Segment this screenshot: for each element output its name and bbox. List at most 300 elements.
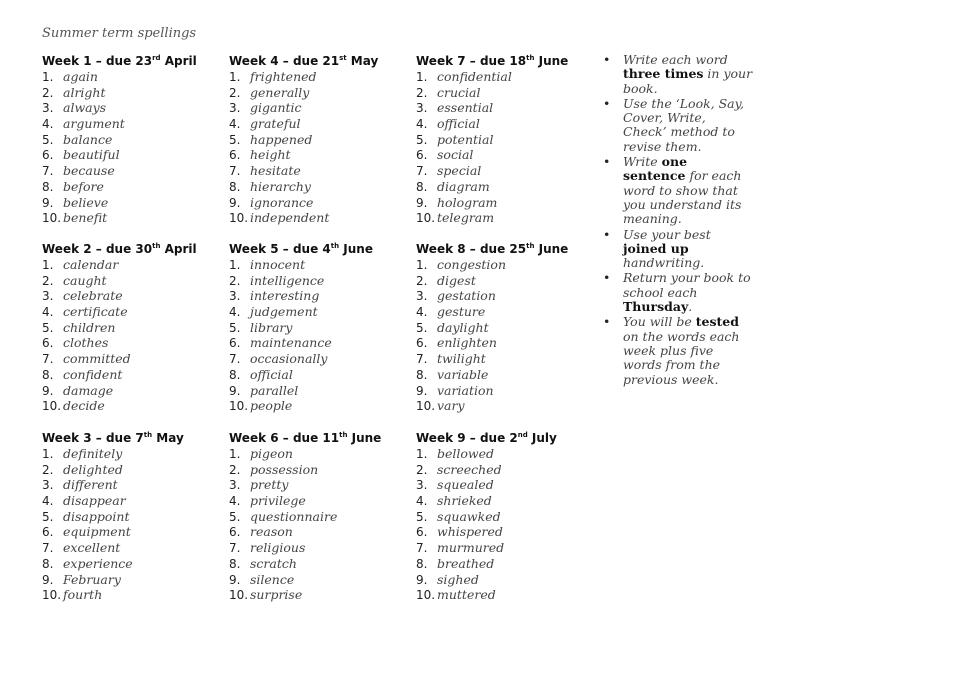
list-item <box>416 572 596 588</box>
week-heading-month: May <box>346 54 379 68</box>
list-item <box>416 210 596 226</box>
item-number: 9. <box>42 195 54 210</box>
spelling-word: because <box>63 163 115 179</box>
week-heading-month: June <box>534 242 569 256</box>
list-item <box>42 195 222 211</box>
spelling-word: excellent <box>63 540 121 556</box>
list-item <box>42 477 222 493</box>
spelling-word: confident <box>63 366 123 382</box>
item-number: 7. <box>229 164 241 179</box>
week-heading-text: Week 8 – due 25 <box>416 242 527 256</box>
week-6-block <box>229 430 409 603</box>
item-number: 1. <box>229 70 241 84</box>
list-item <box>416 85 596 101</box>
list-item <box>42 367 222 383</box>
instruction-text: You will be <box>623 314 696 330</box>
instruction-text: Use your best <box>623 226 711 242</box>
item-number: 10. <box>416 399 436 414</box>
list-item <box>42 351 222 367</box>
item-number: 10. <box>42 211 62 226</box>
list-item <box>42 493 222 509</box>
spelling-word: surprise <box>250 587 303 603</box>
week-heading-month: July <box>527 431 557 445</box>
spelling-word: alright <box>63 84 106 100</box>
instruction-text: handwriting. <box>623 255 705 271</box>
list-item <box>42 462 222 478</box>
week-8-block <box>416 241 596 414</box>
spelling-word: benefit <box>63 210 108 226</box>
item-number: 7. <box>416 352 428 367</box>
week-heading-month: June <box>339 242 373 256</box>
list-item <box>42 540 222 556</box>
list-item <box>42 69 222 85</box>
item-number: 10. <box>42 399 62 414</box>
spelling-word: social <box>437 147 474 163</box>
spelling-word: privilege <box>250 493 306 509</box>
spelling-word: before <box>63 178 104 194</box>
list-item <box>229 383 409 399</box>
item-number: 9. <box>42 572 54 587</box>
item-number: 8. <box>42 179 54 194</box>
list-item <box>42 335 222 351</box>
item-number: 10. <box>229 211 249 226</box>
list-item <box>416 335 596 351</box>
spelling-word: argument <box>63 116 125 132</box>
spelling-word: shrieked <box>437 493 492 509</box>
week-1-block <box>42 53 222 226</box>
spelling-word: vary <box>437 398 465 414</box>
item-number: 8. <box>42 556 54 571</box>
instruction-item <box>603 155 753 226</box>
list-item <box>229 69 409 85</box>
spelling-word: murmured <box>437 540 505 556</box>
list-item <box>42 273 222 289</box>
item-number: 2. <box>42 462 54 477</box>
spelling-word: damage <box>63 382 114 398</box>
list-item <box>229 210 409 226</box>
list-item <box>229 320 409 336</box>
item-number: 7. <box>229 541 241 556</box>
spelling-word: frightened <box>250 69 317 84</box>
spelling-word: official <box>250 366 293 382</box>
item-number: 5. <box>42 132 54 147</box>
spelling-word: twilight <box>437 351 486 367</box>
word-list <box>416 69 596 226</box>
list-item <box>42 398 222 414</box>
spelling-word: balance <box>63 131 113 147</box>
list-item <box>229 147 409 163</box>
item-number: 5. <box>229 320 241 335</box>
item-number: 10. <box>416 588 436 603</box>
word-list <box>416 446 596 603</box>
spelling-word: maintenance <box>250 335 332 351</box>
item-number: 7. <box>416 164 428 179</box>
spelling-word: fourth <box>63 587 103 603</box>
item-number: 1. <box>416 70 428 84</box>
instruction-item <box>603 228 753 271</box>
word-list <box>42 446 222 603</box>
list-item <box>416 116 596 132</box>
item-number: 3. <box>229 101 241 116</box>
spelling-word: variable <box>437 366 489 382</box>
list-item <box>416 132 596 148</box>
spelling-word: believe <box>63 194 109 210</box>
week-heading-ordinal: nd <box>517 431 528 439</box>
list-item <box>416 69 596 85</box>
item-number: 2. <box>229 85 241 100</box>
list-item <box>229 462 409 478</box>
week-heading-ordinal: th <box>330 242 340 250</box>
item-number: 5. <box>229 132 241 147</box>
list-item <box>229 524 409 540</box>
spelling-word: squawked <box>437 508 501 524</box>
item-number: 1. <box>42 258 54 272</box>
list-item <box>416 383 596 399</box>
word-list <box>229 257 409 414</box>
item-number: 3. <box>42 478 54 493</box>
list-item <box>416 462 596 478</box>
spelling-word: digest <box>437 272 476 288</box>
week-heading-text: Week 1 – due 23 <box>42 54 153 68</box>
spelling-word: different <box>63 477 118 493</box>
spelling-word: enlighten <box>437 335 497 351</box>
list-item <box>229 398 409 414</box>
item-number: 7. <box>229 352 241 367</box>
list-item <box>42 210 222 226</box>
spelling-word: whispered <box>437 524 503 540</box>
list-item <box>229 335 409 351</box>
list-item <box>416 540 596 556</box>
week-heading-ordinal: th <box>339 431 348 439</box>
spelling-word: interesting <box>250 288 320 304</box>
list-item <box>42 132 222 148</box>
item-number: 3. <box>229 478 241 493</box>
spelling-word: parallel <box>250 382 299 398</box>
list-item <box>229 132 409 148</box>
list-item <box>229 304 409 320</box>
item-number: 5. <box>42 320 54 335</box>
item-number: 9. <box>229 195 241 210</box>
list-item <box>416 179 596 195</box>
list-item <box>42 257 222 273</box>
item-number: 8. <box>42 367 54 382</box>
item-number: 4. <box>416 494 428 509</box>
week-heading-ordinal: th <box>526 54 535 62</box>
week-7-block <box>416 53 596 226</box>
list-item <box>416 257 596 273</box>
list-item <box>229 446 409 462</box>
spelling-word: people <box>250 398 293 414</box>
list-item <box>42 116 222 132</box>
spelling-word: happened <box>250 131 313 147</box>
instruction-emphasis: one sentence <box>623 154 688 184</box>
item-number: 2. <box>416 85 428 100</box>
item-number: 4. <box>229 494 241 509</box>
instruction-text: in your book. <box>623 66 753 96</box>
week-heading <box>229 53 409 69</box>
week-heading <box>229 430 409 446</box>
spelling-word: bellowed <box>437 446 495 461</box>
list-item <box>42 100 222 116</box>
list-item <box>229 163 409 179</box>
instruction-text: Write <box>623 154 662 170</box>
spelling-word: library <box>250 319 293 335</box>
spelling-word: confidential <box>437 69 512 84</box>
spelling-word: pigeon <box>250 446 293 461</box>
spelling-word: telegram <box>437 210 495 226</box>
week-3-block <box>42 430 222 603</box>
week-heading-month: April <box>160 54 197 68</box>
list-item <box>416 288 596 304</box>
week-heading <box>229 241 409 257</box>
item-number: 3. <box>42 289 54 304</box>
list-item <box>229 116 409 132</box>
item-number: 7. <box>416 541 428 556</box>
spelling-word: height <box>250 147 291 163</box>
spelling-word: congestion <box>437 257 506 272</box>
item-number: 2. <box>42 273 54 288</box>
item-number: 8. <box>416 556 428 571</box>
list-item <box>229 587 409 603</box>
list-item <box>42 587 222 603</box>
item-number: 3. <box>416 478 428 493</box>
list-item <box>42 147 222 163</box>
item-number: 4. <box>42 494 54 509</box>
week-heading <box>42 53 222 69</box>
item-number: 3. <box>416 289 428 304</box>
spelling-word: reason <box>250 524 293 540</box>
spelling-word: intelligence <box>250 272 325 288</box>
spelling-word: squealed <box>437 477 494 493</box>
spelling-word: always <box>63 100 107 116</box>
spelling-word: special <box>437 163 482 179</box>
week-heading-text: Week 7 – due 18 <box>416 54 527 68</box>
spelling-word: disappear <box>63 493 126 509</box>
list-item <box>416 195 596 211</box>
item-number: 1. <box>416 258 428 272</box>
spelling-word: delighted <box>63 461 123 477</box>
spelling-word: children <box>63 319 116 335</box>
item-number: 4. <box>416 305 428 320</box>
instructions-list <box>603 53 753 388</box>
instruction-item <box>603 97 753 154</box>
item-number: 1. <box>416 447 428 461</box>
week-heading-ordinal: th <box>143 431 153 439</box>
week-heading-text: Week 4 – due 21 <box>229 54 340 68</box>
list-item <box>416 446 596 462</box>
spelling-word: essential <box>437 100 494 116</box>
spelling-word: beautiful <box>63 147 120 163</box>
spelling-word: variation <box>437 382 494 398</box>
list-item <box>416 273 596 289</box>
word-list <box>42 69 222 226</box>
spelling-word: possession <box>250 461 319 477</box>
spelling-word: hesitate <box>250 163 301 179</box>
item-number: 1. <box>42 70 54 84</box>
list-item <box>42 163 222 179</box>
list-item <box>229 477 409 493</box>
list-item <box>42 524 222 540</box>
spelling-word: generally <box>250 84 310 100</box>
list-item <box>229 367 409 383</box>
item-number: 6. <box>416 148 428 163</box>
list-item <box>416 556 596 572</box>
item-number: 9. <box>416 383 428 398</box>
item-number: 6. <box>229 336 241 351</box>
item-number: 6. <box>42 525 54 540</box>
week-heading-ordinal: th <box>526 242 535 250</box>
spelling-word: experience <box>63 555 133 571</box>
list-item <box>416 493 596 509</box>
instruction-item <box>603 271 753 314</box>
spelling-word: religious <box>250 540 306 556</box>
spelling-word: independent <box>250 210 330 226</box>
spelling-word: silence <box>250 571 295 587</box>
spelling-word: calendar <box>63 257 119 272</box>
item-number: 1. <box>229 447 241 461</box>
spelling-word: occasionally <box>250 351 328 367</box>
item-number: 3. <box>229 289 241 304</box>
item-number: 9. <box>229 383 241 398</box>
item-number: 8. <box>229 556 241 571</box>
spelling-word: gigantic <box>250 100 302 116</box>
word-list <box>416 257 596 414</box>
list-item <box>229 100 409 116</box>
item-number: 10. <box>42 588 62 603</box>
week-heading-month: April <box>160 242 197 256</box>
spelling-word: potential <box>437 131 494 147</box>
word-list <box>42 257 222 414</box>
list-item <box>416 100 596 116</box>
list-item <box>416 509 596 525</box>
week-heading-ordinal: rd <box>152 54 161 62</box>
spelling-word: decide <box>63 398 105 414</box>
item-number: 1. <box>229 258 241 272</box>
item-number: 6. <box>229 525 241 540</box>
spelling-word: celebrate <box>63 288 123 304</box>
item-number: 4. <box>229 305 241 320</box>
list-item <box>416 163 596 179</box>
week-heading <box>42 430 222 446</box>
week-5-block <box>229 241 409 414</box>
item-number: 7. <box>42 352 54 367</box>
spelling-word: again <box>63 69 98 84</box>
spelling-word: definitely <box>63 446 123 461</box>
list-item <box>416 351 596 367</box>
list-item <box>229 273 409 289</box>
week-heading-text: Week 6 – due 11 <box>229 431 340 445</box>
list-item <box>416 524 596 540</box>
list-item <box>229 257 409 273</box>
list-item <box>416 367 596 383</box>
item-number: 7. <box>42 541 54 556</box>
week-heading-text: Week 9 – due 2 <box>416 431 518 445</box>
word-list <box>229 69 409 226</box>
item-number: 9. <box>416 572 428 587</box>
item-number: 3. <box>416 101 428 116</box>
item-number: 5. <box>229 509 241 524</box>
week-heading-month: June <box>534 54 569 68</box>
list-item <box>229 572 409 588</box>
spelling-word: hierarchy <box>250 178 311 194</box>
item-number: 9. <box>229 572 241 587</box>
spelling-word: gesture <box>437 304 486 320</box>
spelling-word: certificate <box>63 304 128 320</box>
item-number: 6. <box>416 525 428 540</box>
spelling-word: scratch <box>250 555 297 571</box>
item-number: 1. <box>42 447 54 461</box>
item-number: 6. <box>42 336 54 351</box>
spelling-word: pretty <box>250 477 289 493</box>
instruction-emphasis: tested <box>695 314 739 330</box>
list-item <box>229 195 409 211</box>
spelling-word: clothes <box>63 335 109 351</box>
instruction-text: Return your book to school each <box>623 270 751 300</box>
instruction-text: for each word to show that you understand its meaning. <box>623 168 742 227</box>
item-number: 9. <box>42 383 54 398</box>
item-number: 7. <box>42 164 54 179</box>
spelling-word: grateful <box>250 116 301 132</box>
spelling-word: screeched <box>437 461 502 477</box>
item-number: 10. <box>229 588 249 603</box>
list-item <box>42 304 222 320</box>
item-number: 2. <box>416 273 428 288</box>
spelling-word: innocent <box>250 257 306 272</box>
item-number: 6. <box>42 148 54 163</box>
instruction-emphasis: three times <box>623 66 704 82</box>
list-item <box>416 587 596 603</box>
spelling-word: diagram <box>437 178 490 194</box>
list-item <box>229 85 409 101</box>
list-item <box>42 446 222 462</box>
list-item <box>42 320 222 336</box>
item-number: 10. <box>416 211 436 226</box>
week-heading-ordinal: st <box>339 54 347 62</box>
week-heading-month: June <box>347 431 382 445</box>
list-item <box>42 179 222 195</box>
instruction-emphasis: Thursday <box>623 299 689 315</box>
instruction-text: on the words each week plus five words from the previous week. <box>623 328 740 387</box>
list-item <box>229 351 409 367</box>
list-item <box>229 493 409 509</box>
week-heading-text: Week 5 – due 4 <box>229 242 331 256</box>
instruction-item <box>603 315 753 386</box>
item-number: 4. <box>42 117 54 132</box>
spelling-word: gestation <box>437 288 496 304</box>
item-number: 8. <box>229 179 241 194</box>
list-item <box>229 556 409 572</box>
item-number: 5. <box>416 509 428 524</box>
item-number: 4. <box>416 117 428 132</box>
instruction-text: Use the ‘Look, Say, Cover, Write, Check’ method to revise them. <box>623 95 745 154</box>
list-item <box>416 304 596 320</box>
list-item <box>416 398 596 414</box>
item-number: 4. <box>229 117 241 132</box>
item-number: 2. <box>229 273 241 288</box>
spelling-word: daylight <box>437 319 489 335</box>
list-item <box>42 572 222 588</box>
page-title: Summer term spellings <box>42 26 197 41</box>
week-4-block <box>229 53 409 226</box>
list-item <box>229 288 409 304</box>
list-item <box>416 320 596 336</box>
week-heading <box>416 430 596 446</box>
word-list <box>229 446 409 603</box>
spelling-word: equipment <box>63 524 131 540</box>
instruction-text: Write each word <box>623 52 728 67</box>
spelling-word: judgement <box>250 304 318 320</box>
spelling-word: disappoint <box>63 508 130 524</box>
